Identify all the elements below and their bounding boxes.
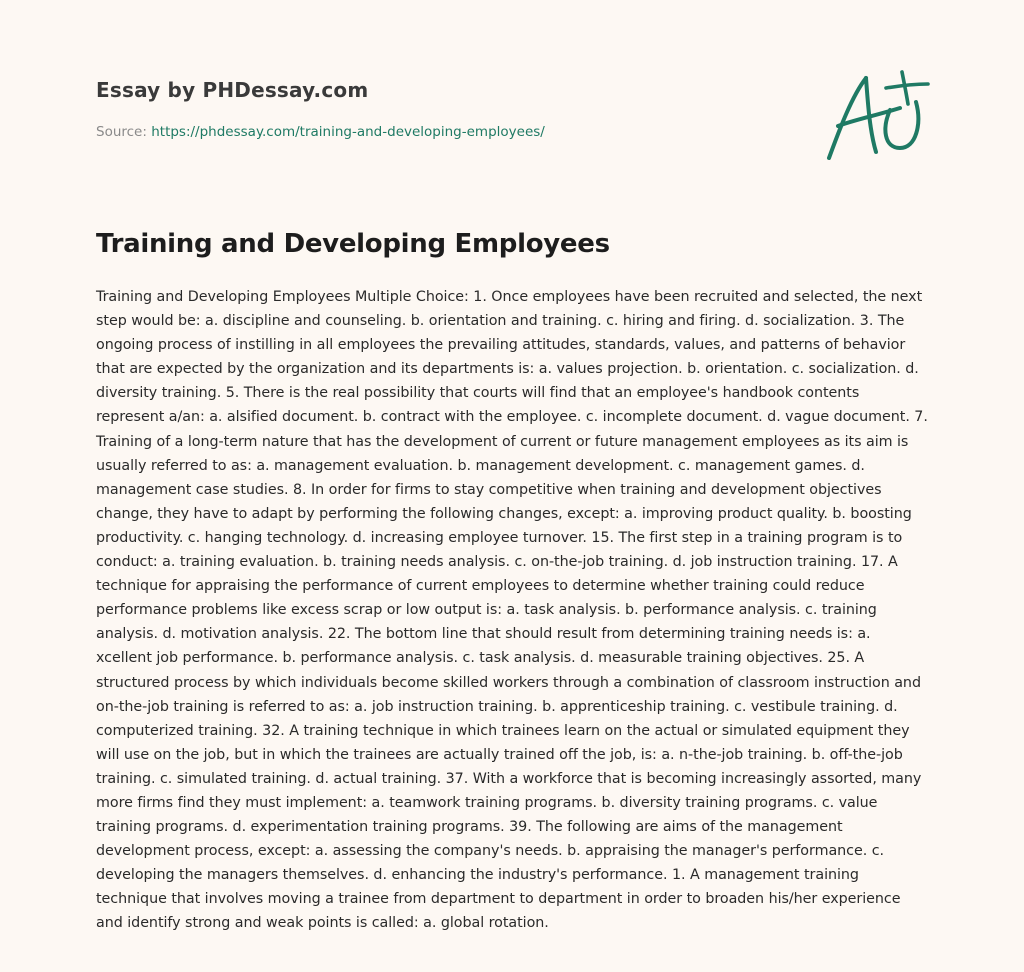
- source-link[interactable]: https://phdessay.com/training-and-developing-employees/: [151, 124, 545, 140]
- site-brand: Essay by PHDessay.com: [96, 78, 369, 102]
- page-title: Training and Developing Employees: [96, 229, 610, 259]
- essay-body: Training and Developing Employees Multiple Choice: 1. Once employees have been recruited and selected, the next step would be: a. discipline and counseling. b. orientation and training. c. hiring and firing. d. socialization. 3. The ongoing process of instilling in all employees the prevailing attitudes, standards, values, and patterns of behavior that are expected by the organization and its departments is: a. values projection. b. orientation. c. socialization. d. diversity training. 5. There is the real possibility that courts will find that an employee's handbook contents represent a/an: a. alsified document. b. contract with the employee. c. incomplete document. d. vague document. 7. Training of a long-term nature that has the development of current or future management employees as its aim is usually referred to as: a. management evaluation. b. management development. c. management games. d. management case studies. 8. In order for firms to stay competitive when training and development objectives change, they have to adapt by performing the following changes, except: a. improving product quality. b. boosting productivity. c. hanging technology. d. increasing employee turnover. 15. The first step in a training program is to conduct: a. training evaluation. b. training needs analysis. c. on-the-job training. d. job instruction training. 17. A technique for appraising the performance of current employees to determine whether training could reduce performance problems like excess scrap or low output is: a. task analysis. b. performance analysis. c. training analysis. d. motivation analysis. 22. The bottom line that should result from determining training needs is: a. xcellent job performance. b. performance analysis. c. task analysis. d. measurable training objectives. 25. A structured process by which individuals become skilled workers through a combination of classroom instruction and on-the-job training is referred to as: a. job instruction training. b. apprenticeship training. c. vestibule training. d. computerized training. 32. A training technique in which trainees learn on the actual or simulated equipment they will use on the job, but in which the trainees are actually trained off the job, is: a. n-the-job training. b. off-the-job training. c. simulated training. d. actual training. 37. With a workforce that is becoming increasingly assorted, many more firms find they must implement: a. teamwork training programs. b. diversity training programs. c. value training programs. d. experimentation training programs. 39. The following are aims of the management development process, except: a. assessing the company's needs. b. appraising the manager's performance. c. developing the managers themselves. d. enhancing the industry's performance. 1. A management training technique that involves moving a trainee from department to department in order to broaden his/her experience and identify strong and weak points is called: a. global rotation.: [96, 289, 928, 932]
- a-plus-grade-logo: [818, 66, 930, 166]
- source-label: Source:: [96, 124, 147, 140]
- source-line: [96, 122, 796, 142]
- site-header: [96, 76, 796, 142]
